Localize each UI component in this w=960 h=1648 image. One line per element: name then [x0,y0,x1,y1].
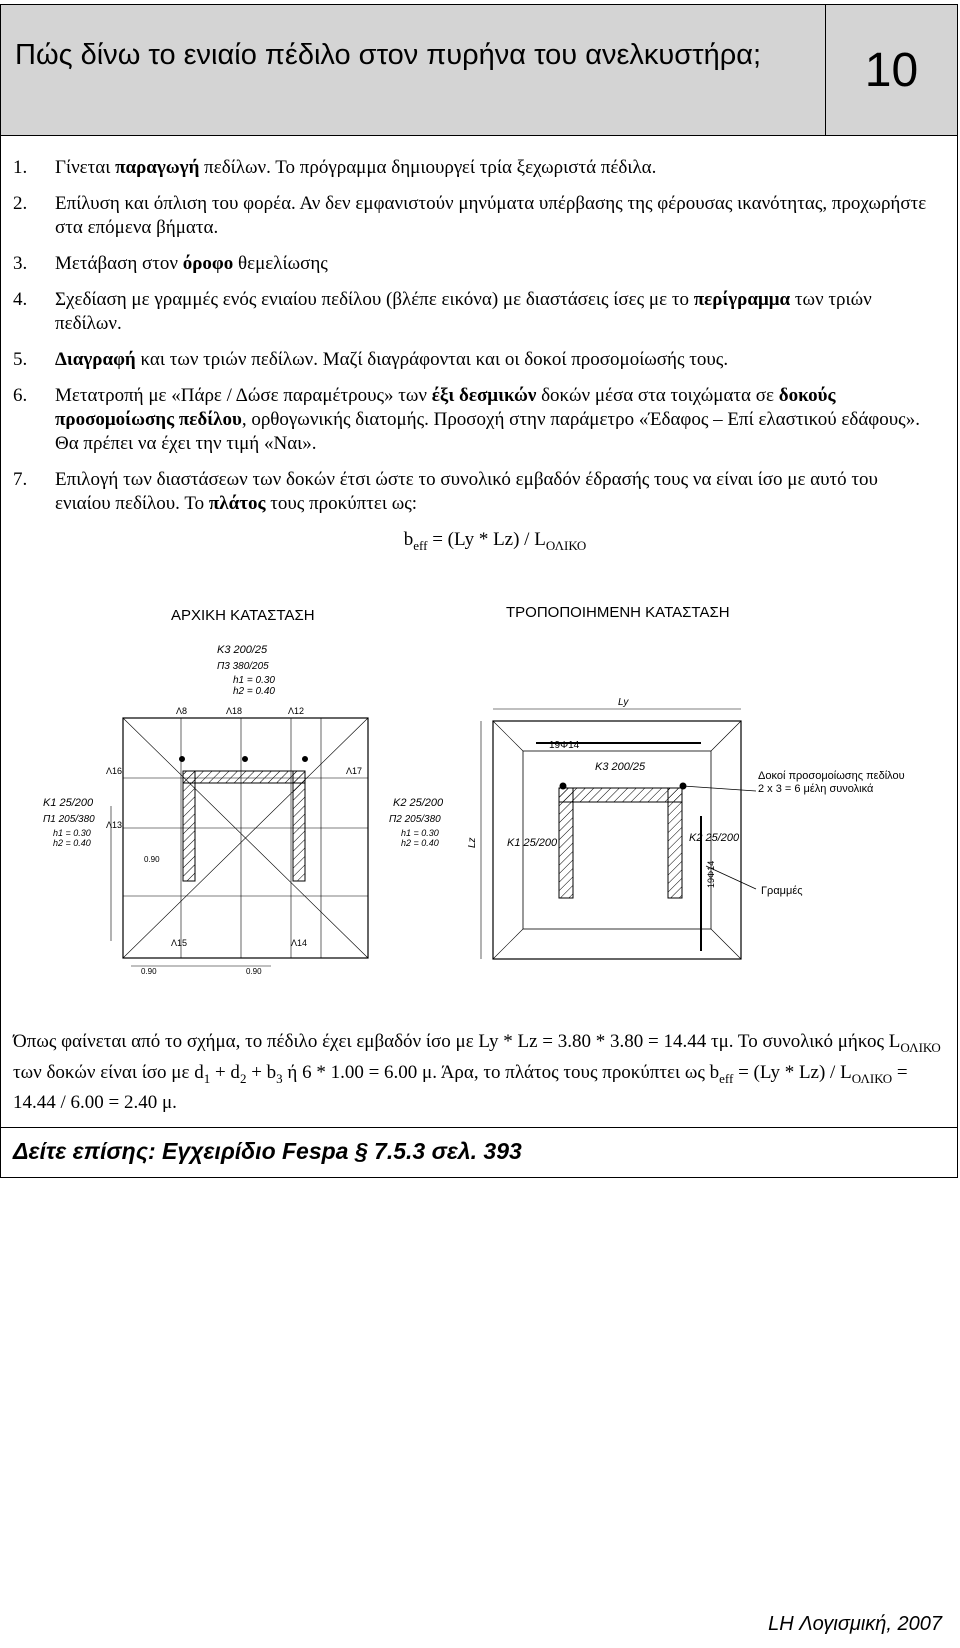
p1-h2-label: h2 = 0.40 [53,837,91,848]
dim-label-1: 0.90 [144,854,160,864]
beams-note-line2: 2 x 3 = 6 μέλη συνολικά [758,782,874,795]
step-6 [13,384,937,456]
label-l17: Λ17 [346,765,363,776]
p1-h1-label: h1 = 0.30 [53,827,91,838]
label-l8: Λ8 [176,705,188,716]
left-diagram-title: ΑΡΧΙΚΗ ΚΑΤΑΣΤΑΣΗ [171,606,315,624]
right-diagram-title: ΤΡΟΠΟΠΟΙΗΜΕΝΗ ΚΑΤΑΣΤΑΣΗ [506,603,730,621]
dim-label-3: 0.90 [246,966,262,976]
step-text: Επιλογή των διαστάσεων των δοκών έτσι ώστε το συνολικό εμβαδόν έδρασής τους να είναι ίσο με αυτό του ενιαίου πεδίλου. Το πλάτος τους προκύπτει ως: [55,469,878,514]
sim-beam-top [559,788,682,802]
core-wall-left [183,771,195,881]
p2-label: Π2 205/380 [389,813,441,825]
k1-label: Κ1 25/200 [43,796,94,809]
right-k1-label: Κ1 25/200 [507,836,558,849]
step-number: 7. [13,469,28,490]
label-l18: Λ18 [226,705,243,716]
right-k3-label: Κ3 200/25 [595,760,646,773]
step-number: 4. [13,289,28,310]
step-5 [13,348,937,372]
conclusion-paragraph: Όπως φαίνεται από το σχήμα, το πέδιλο έχει εμβαδόν ίσο με Ly * Lz = 3.80 * 3.80 = 14.44 τμ. Το συνολικό μήκος $L_{O\Lambda IKO}$ των δοκών είναι ίσο με $d_1 + d_2 + b_3$ ή 6 * 1.00 = 6.00 μ. Άρα, το πλάτος τους προκύπτει ως $b_{eff} = (Ly * Lz) / L_{O\Lambda IKO} = 14.44 / 6.00 = 2.40$ μ. [1,1021,957,1129]
steps-list [1,136,957,558]
step-1 [13,156,937,180]
step-number: 5. [13,349,28,370]
label-l13: Λ13 [106,819,123,830]
p2-h1-label: h1 = 0.30 [401,827,439,838]
step-text: Μετάβαση στον όροφο θεμελίωσης [55,253,328,274]
k2-label: Κ2 25/200 [393,796,444,809]
sim-beam-right [668,788,682,898]
rebar-top-label: 19Φ14 [549,739,580,751]
step-2 [13,192,937,240]
header [1,5,957,136]
step-3 [13,252,937,276]
dim-label-2: 0.90 [141,966,157,976]
core-wall-right [293,771,305,881]
left-diagram [111,718,368,966]
h1-label: h1 = 0.30 [233,674,275,686]
label-l12: Λ12 [288,705,305,716]
beams-note-line1: Δοκοί προσομοίωσης πεδίλου [758,769,905,782]
lines-note: Γραμμές [761,884,803,897]
step-4 [13,288,937,336]
core-wall-top [183,771,305,783]
lz-label: Lz [467,837,478,848]
step-text: Επίλυση και όπλιση του φορέα. Αν δεν εμφανιστούν μηνύματα υπέρβασης της φέρουσας ικανότητας, προχωρήστε στα επόμενα βήματα. [55,193,927,238]
step-text: Γίνεται παραγωγή πεδίλων. Το πρόγραμμα δημιουργεί τρία ξεχωριστά πέδιλα. [55,157,657,178]
label-l14: Λ14 [291,937,308,948]
page-frame [0,4,958,1178]
p1-label: Π1 205/380 [43,813,95,825]
step-7 [13,468,937,516]
step-number: 1. [13,157,28,178]
h2-label: h2 = 0.40 [233,685,275,697]
formula: $b_{eff} = (Ly * Lz) / L_{O\Lambda IKO}$ [403,529,587,553]
rebar-side-label: 19Φ14 [706,860,716,888]
see-also-reference: Δείτε επίσης: Εγχειρίδιο Fespa § 7.5.3 σελ. 393 [13,1138,522,1165]
step-number: 3. [13,253,28,274]
footing-diagram [1,566,956,1021]
step-text: Διαγραφή και των τριών πεδίλων. Μαζί διαγράφονται και οι δοκοί προσομοίωσής τους. [55,349,729,370]
p2-h2-label: h2 = 0.40 [401,837,439,848]
step-text: Σχεδίαση με γραμμές ενός ενιαίου πεδίλου (βλέπε εικόνα) με διαστάσεις ίσες με το περίγραμμα των τριών πεδίλων. [55,289,872,334]
p3-label: Π3 380/205 [217,660,269,672]
footer-copyright: LH Λογισμική, 2007 [768,1613,942,1635]
step-number: 6. [13,385,28,406]
figure [1,566,957,1021]
page-title: Πώς δίνω το ενιαίο πέδιλο στον πυρήνα του ανελκυστήρα; [15,39,762,71]
step-text: Μετατροπή με «Πάρε / Δώσε παραμέτρους» των έξι δεσμικών δοκών μέσα στα τοιχώματα σε δοκούς προσομοίωσης πεδίλου, ορθογωνικής διατομής. Προσοχή στην παράμετρο «Έδαφος – Επί ελαστικού εδάφους». Θα πρέπει να έχει την τιμή «Ναι». [55,385,920,454]
page-number: 10 [825,5,957,135]
label-l15: Λ15 [171,937,188,948]
sim-beam-left [559,788,573,898]
k3-label: Κ3 200/25 [217,643,268,656]
label-l16: Λ16 [106,765,123,776]
right-k2-label: Κ2 25/200 [689,831,740,844]
step-number: 2. [13,193,28,214]
ly-label: Ly [618,696,629,708]
